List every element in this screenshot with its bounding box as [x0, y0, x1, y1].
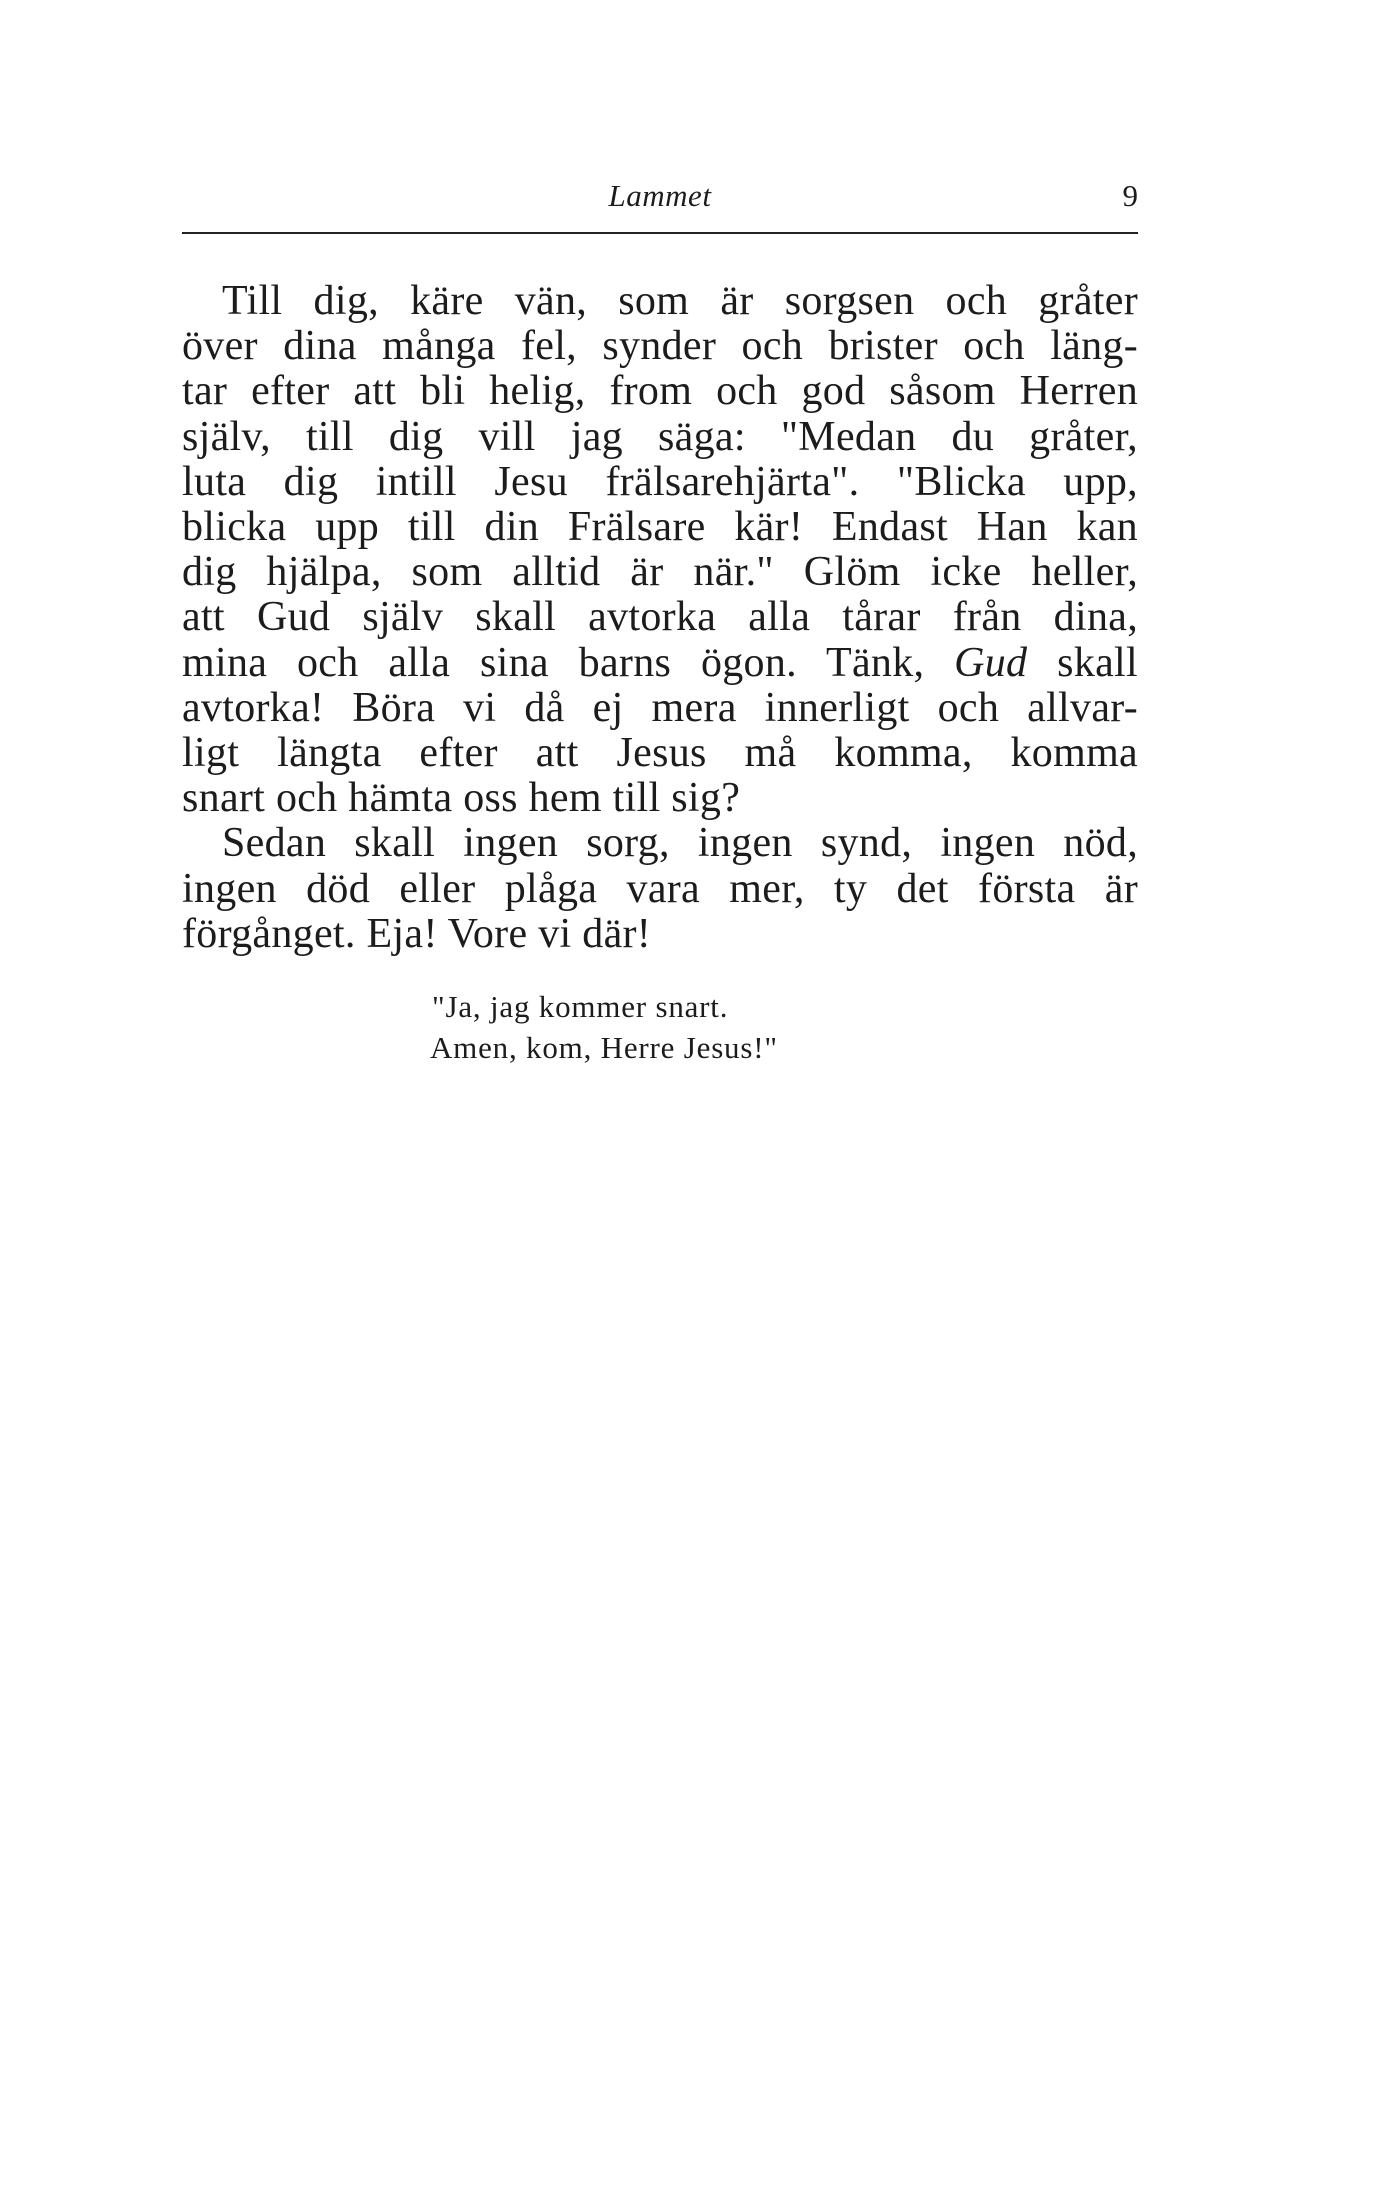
text-line: Sedan skall ingen sorg, ingen synd, ingen nöd, [222, 820, 1138, 867]
body-text [182, 279, 1138, 957]
text-line: snart och hämta oss hem till sig? [182, 775, 741, 822]
text-line: Till dig, käre vän, som är sorgsen och gråter [222, 278, 1138, 324]
text-line: dig hjälpa, som alltid är när." Glöm icke heller, [182, 549, 1138, 596]
emphasized-word: Gud [954, 639, 1028, 686]
text-line: att Gud själv skall avtorka alla tårar från dina, [182, 594, 1138, 641]
text-segment: skall [1027, 639, 1138, 686]
text-line: blicka upp till din Frälsare kär! Endast Han kan [182, 504, 1138, 551]
verse-line-1: "Ja, jag kommer snart. [432, 989, 729, 1024]
text-line: ingen död eller plåga vara mer, ty det första är [182, 865, 1138, 912]
text-line: tar efter att bli helig, from och god såsom Herren [182, 368, 1138, 415]
text-segment: mina och alla sina barns ögon. Tänk, [182, 639, 955, 686]
header-rule [182, 232, 1138, 234]
text-line: förgånget. Eja! Vore vi där! [182, 910, 652, 957]
running-title: Lammet [608, 178, 712, 213]
text-line: själv, till dig vill jag säga: "Medan du gråter, [182, 413, 1138, 460]
verse-line-2: Amen, kom, Herre Jesus!" [430, 1030, 778, 1065]
text-line: ligt längta efter att Jesus må komma, komma [182, 730, 1138, 777]
text-line: avtorka! Böra vi då ej mera innerligt och allvar- [182, 684, 1138, 731]
closing-verse [432, 986, 778, 1068]
page-number: 9 [1122, 178, 1138, 213]
text-line-with-emphasis [182, 641, 1138, 686]
text-line: över dina många fel, synder och brister och läng- [182, 323, 1138, 370]
running-head [182, 178, 1138, 222]
text-line: luta dig intill Jesu frälsarehjärta". "Blicka upp, [182, 458, 1138, 505]
